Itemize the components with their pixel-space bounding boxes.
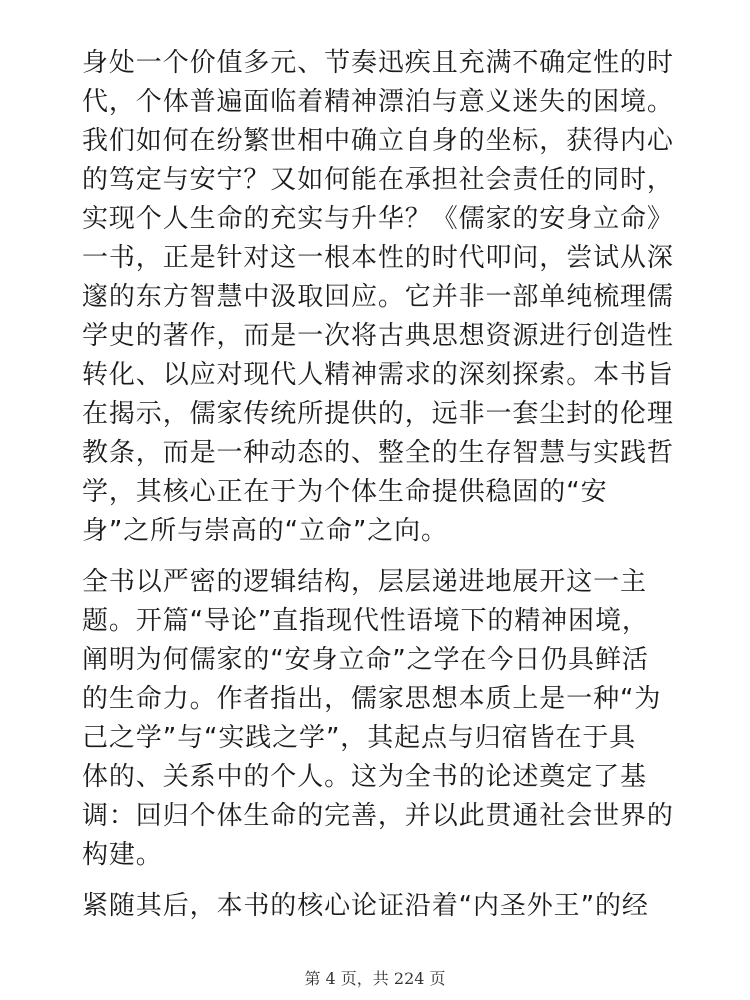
- text-line: 转化、以应对现代人精神需求的深刻探索。本书旨: [82, 360, 674, 390]
- text-line: 己之学”与“实践之学”，其起点与归宿皆在于具: [82, 723, 637, 753]
- text-line: 调：回归个体生命的完善，并以此贯通社会世界的: [82, 801, 674, 831]
- text-line: 在揭示，儒家传统所提供的，远非一套尘封的伦理: [82, 399, 674, 429]
- paragraph-2: [82, 563, 672, 875]
- text-line: 题。开篇“导论”直指现代性语境下的精神困境，: [82, 606, 649, 636]
- text-line: 教条，而是一种动态的、整全的生存智慧与实践哲: [82, 438, 674, 468]
- text-line: 身”之所与崇高的“立命”之向。: [82, 516, 448, 546]
- text-line: 的生命力。作者指出，儒家思想本质上是一种“为: [82, 684, 662, 714]
- paragraph-3: [82, 887, 672, 926]
- paragraph-1: [82, 44, 672, 551]
- text-line: 学，其核心正在于为个体生命提供稳固的“安: [82, 477, 608, 507]
- text-line: 一书，正是针对这一根本性的时代叩问，尝试从深: [82, 243, 674, 273]
- text-line: 我们如何在纷繁世相中确立自身的坐标，获得内心: [82, 126, 674, 156]
- text-line: 阐明为何儒家的“安身立命”之学在今日仍具鲜活: [82, 645, 649, 675]
- body-text: [82, 44, 672, 938]
- text-line: 代，个体普遍面临着精神漂泊与意义迷失的困境。: [82, 87, 674, 117]
- text-line: 体的、关系中的个人。这为全书的论述奠定了基: [82, 762, 647, 792]
- text-line: 邃的东方智慧中汲取回应。它并非一部单纯梳理儒: [82, 282, 674, 312]
- text-line: 身处一个价值多元、节奏迅疾且充满不确定性的时: [82, 48, 674, 78]
- text-line: 构建。: [82, 840, 163, 870]
- text-line: 实现个人生命的充实与升华？《儒家的安身立命》: [82, 204, 674, 234]
- text-line: 的笃定与安宁？又如何能在承担社会责任的同时，: [82, 165, 674, 195]
- text-line: 全书以严密的逻辑结构，层层递进地展开这一主: [82, 567, 647, 597]
- text-line: 学史的著作，而是一次将古典思想资源进行创造性: [82, 321, 674, 351]
- text-line: 紧随其后，本书的核心论证沿着“内圣外王”的经: [82, 891, 649, 921]
- page-number-footer: 第 4 页，共 224 页: [304, 969, 446, 988]
